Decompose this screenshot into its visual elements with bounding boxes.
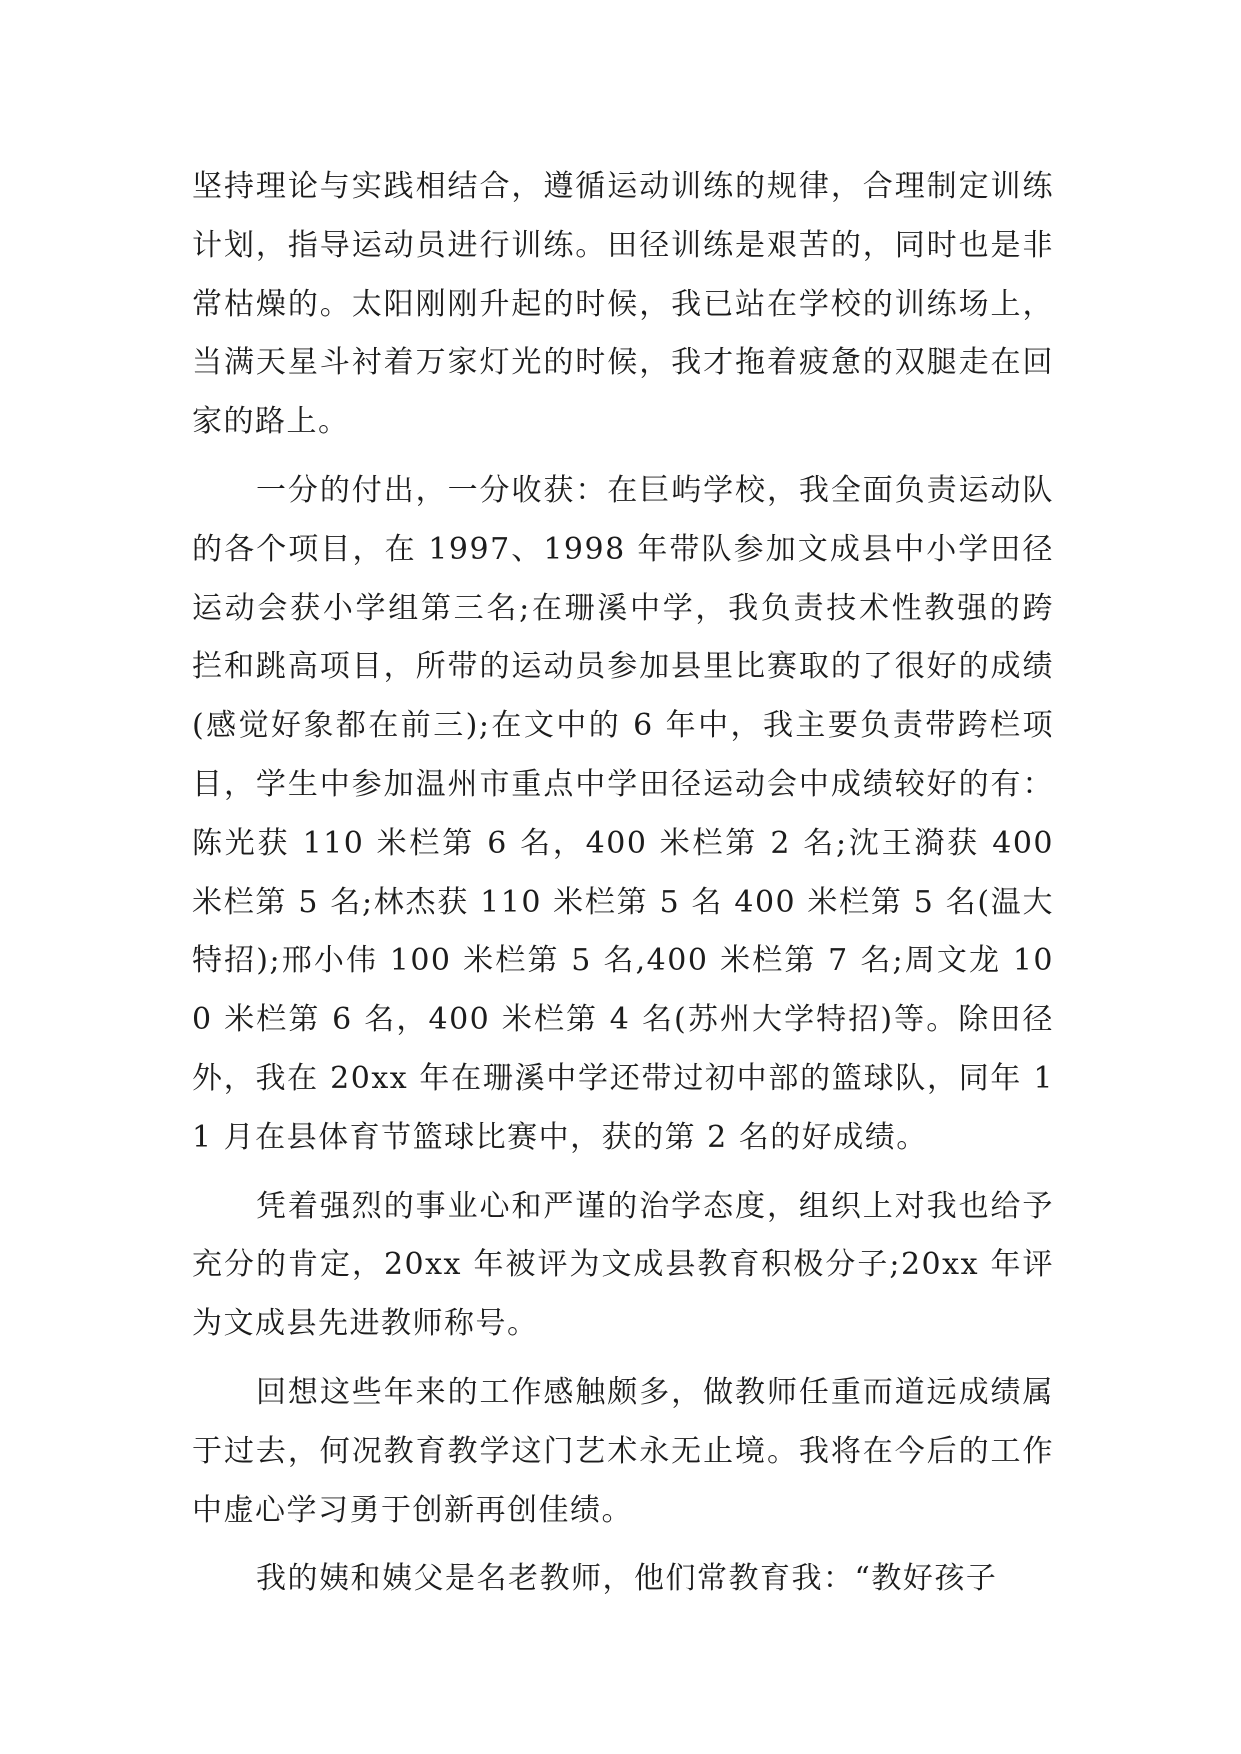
paragraph-achievements: 一分的付出，一分收获：在巨屿学校，我全面负责运动队的各个项目，在 1997、1998 年带队参加文成县中小学田径运动会获小学组第三名;在珊溪中学，我负责技术性教强的跨拦和跳高项目，所带的运动员参加县里比赛取的了很好的成绩(感觉好象都在前三);在文中的 6 年中，我主要负责带跨栏项目，学生中参加温州市重点中学田径运动会中成绩较好的有：陈光获 110 米栏第 6 名，400 米栏第 2 名;沈王漪获 400 米栏第 5 名;林杰获 110 米栏第 5 名 400 米栏第 5 名(温大特招);邢小伟 100 米栏第 5 名,400 米栏第 7 名;周文龙 100 米栏第 6 名，400 米栏第 4 名(苏州大学特招)等。除田径外，我在 20xx 年在珊溪中学还带过初中部的篮球队，同年 11 月在县体育节篮球比赛中，获的第 2 名的好成绩。 bbox=[192, 472, 1054, 1155]
document-body bbox=[192, 158, 1054, 1609]
paragraph-family-teachers: 我的姨和姨父是名老教师，他们常教育我：“教好孩子 bbox=[256, 1561, 998, 1597]
paragraph-recognition: 凭着强烈的事业心和严谨的治学态度，组织上对我也给予充分的肯定，20xx 年被评为文成县教育积极分子;20xx 年评为文成县先进教师称号。 bbox=[192, 1188, 1054, 1342]
paragraph-reflection: 回想这些年来的工作感触颇多，做教师任重而道远成绩属于过去，何况教育教学这门艺术永无止境。我将在今后的工作中虚心学习勇于创新再创佳绩。 bbox=[192, 1374, 1054, 1528]
paragraph-training-routine: 坚持理论与实践相结合，遵循运动训练的规律，合理制定训练计划，指导运动员进行训练。田径训练是艰苦的，同时也是非常枯燥的。太阳刚刚升起的时候，我已站在学校的训练场上，当满天星斗衬着万家灯光的时候，我才拖着疲惫的双腿走在回家的路上。 bbox=[192, 169, 1054, 440]
